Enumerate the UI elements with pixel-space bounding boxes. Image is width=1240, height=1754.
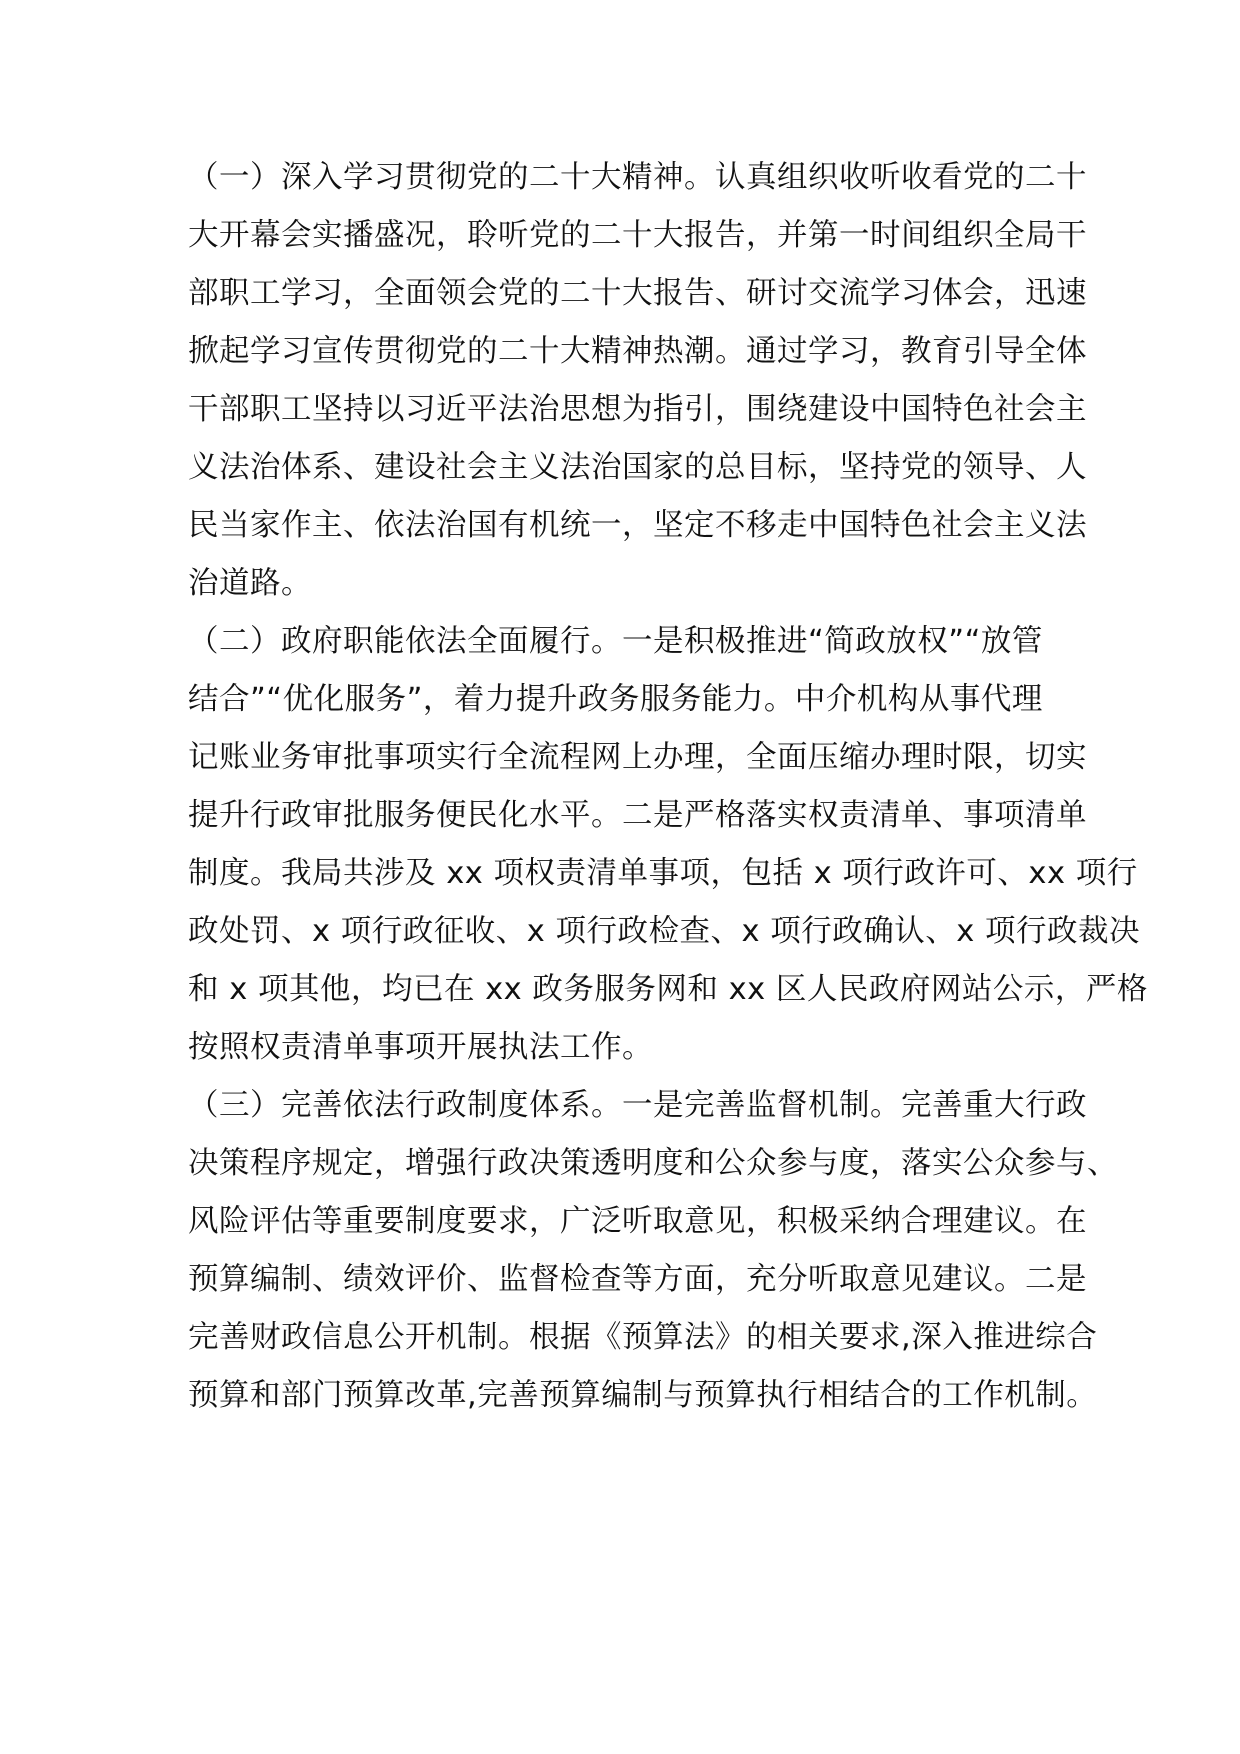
text-line: 民当家作主、依法治国有机统一，坚定不移走中国特色社会主义法 (188, 508, 1087, 543)
text-line: 治道路。 (188, 566, 312, 601)
text-line: 掀起学习宣传贯彻党的二十大精神热潮。通过学习，教育引导全体 (188, 334, 1087, 369)
text-line: 结合”“优化服务”，着力提升政务服务能力。中介机构从事代理 (188, 682, 1043, 717)
text-line: 部职工学习，全面领会党的二十大报告、研讨交流学习体会，迅速 (188, 276, 1087, 311)
text-line: （三）完善依法行政制度体系。一是完善监督机制。完善重大行政 (188, 1088, 1087, 1123)
text-line: 义法治体系、建设社会主义法治国家的总目标，坚持党的领导、人 (188, 450, 1087, 485)
text-line: 大开幕会实播盛况，聆听党的二十大报告，并第一时间组织全局干 (188, 218, 1087, 253)
text-line: 按照权责清单事项开展执法工作。 (188, 1030, 653, 1065)
text-line: 制度。我局共涉及 xx 项权责清单事项，包括 x 项行政许可、xx 项行 (188, 856, 1138, 891)
text-line: （二）政府职能依法全面履行。一是积极推进“简政放权”“放管 (188, 624, 1043, 659)
text-line: （一）深入学习贯彻党的二十大精神。认真组织收听收看党的二十 (188, 160, 1087, 195)
text-line: 和 x 项其他，均已在 xx 政务服务网和 xx 区人民政府网站公示，严格 (188, 972, 1148, 1007)
text-line: 干部职工坚持以习近平法治思想为指引，围绕建设中国特色社会主 (188, 392, 1087, 427)
text-line: 决策程序规定，增强行政决策透明度和公众参与度，落实公众参与、 (188, 1146, 1118, 1181)
text-line: 风险评估等重要制度要求，广泛听取意见，积极采纳合理建议。在 (188, 1204, 1087, 1239)
text-line: 记账业务审批事项实行全流程网上办理，全面压缩办理时限，切实 (188, 740, 1087, 775)
text-line: 完善财政信息公开机制。根据《预算法》的相关要求,深入推进综合 (188, 1320, 1098, 1355)
text-line: 预算和部门预算改革,完善预算编制与预算执行相结合的工作机制。 (188, 1378, 1098, 1413)
text-line: 提升行政审批服务便民化水平。二是严格落实权责清单、事项清单 (188, 798, 1087, 833)
text-line: 预算编制、绩效评价、监督检查等方面，充分听取意见建议。二是 (188, 1262, 1087, 1297)
text-line: 政处罚、x 项行政征收、x 项行政检查、x 项行政确认、x 项行政裁决 (188, 914, 1140, 949)
